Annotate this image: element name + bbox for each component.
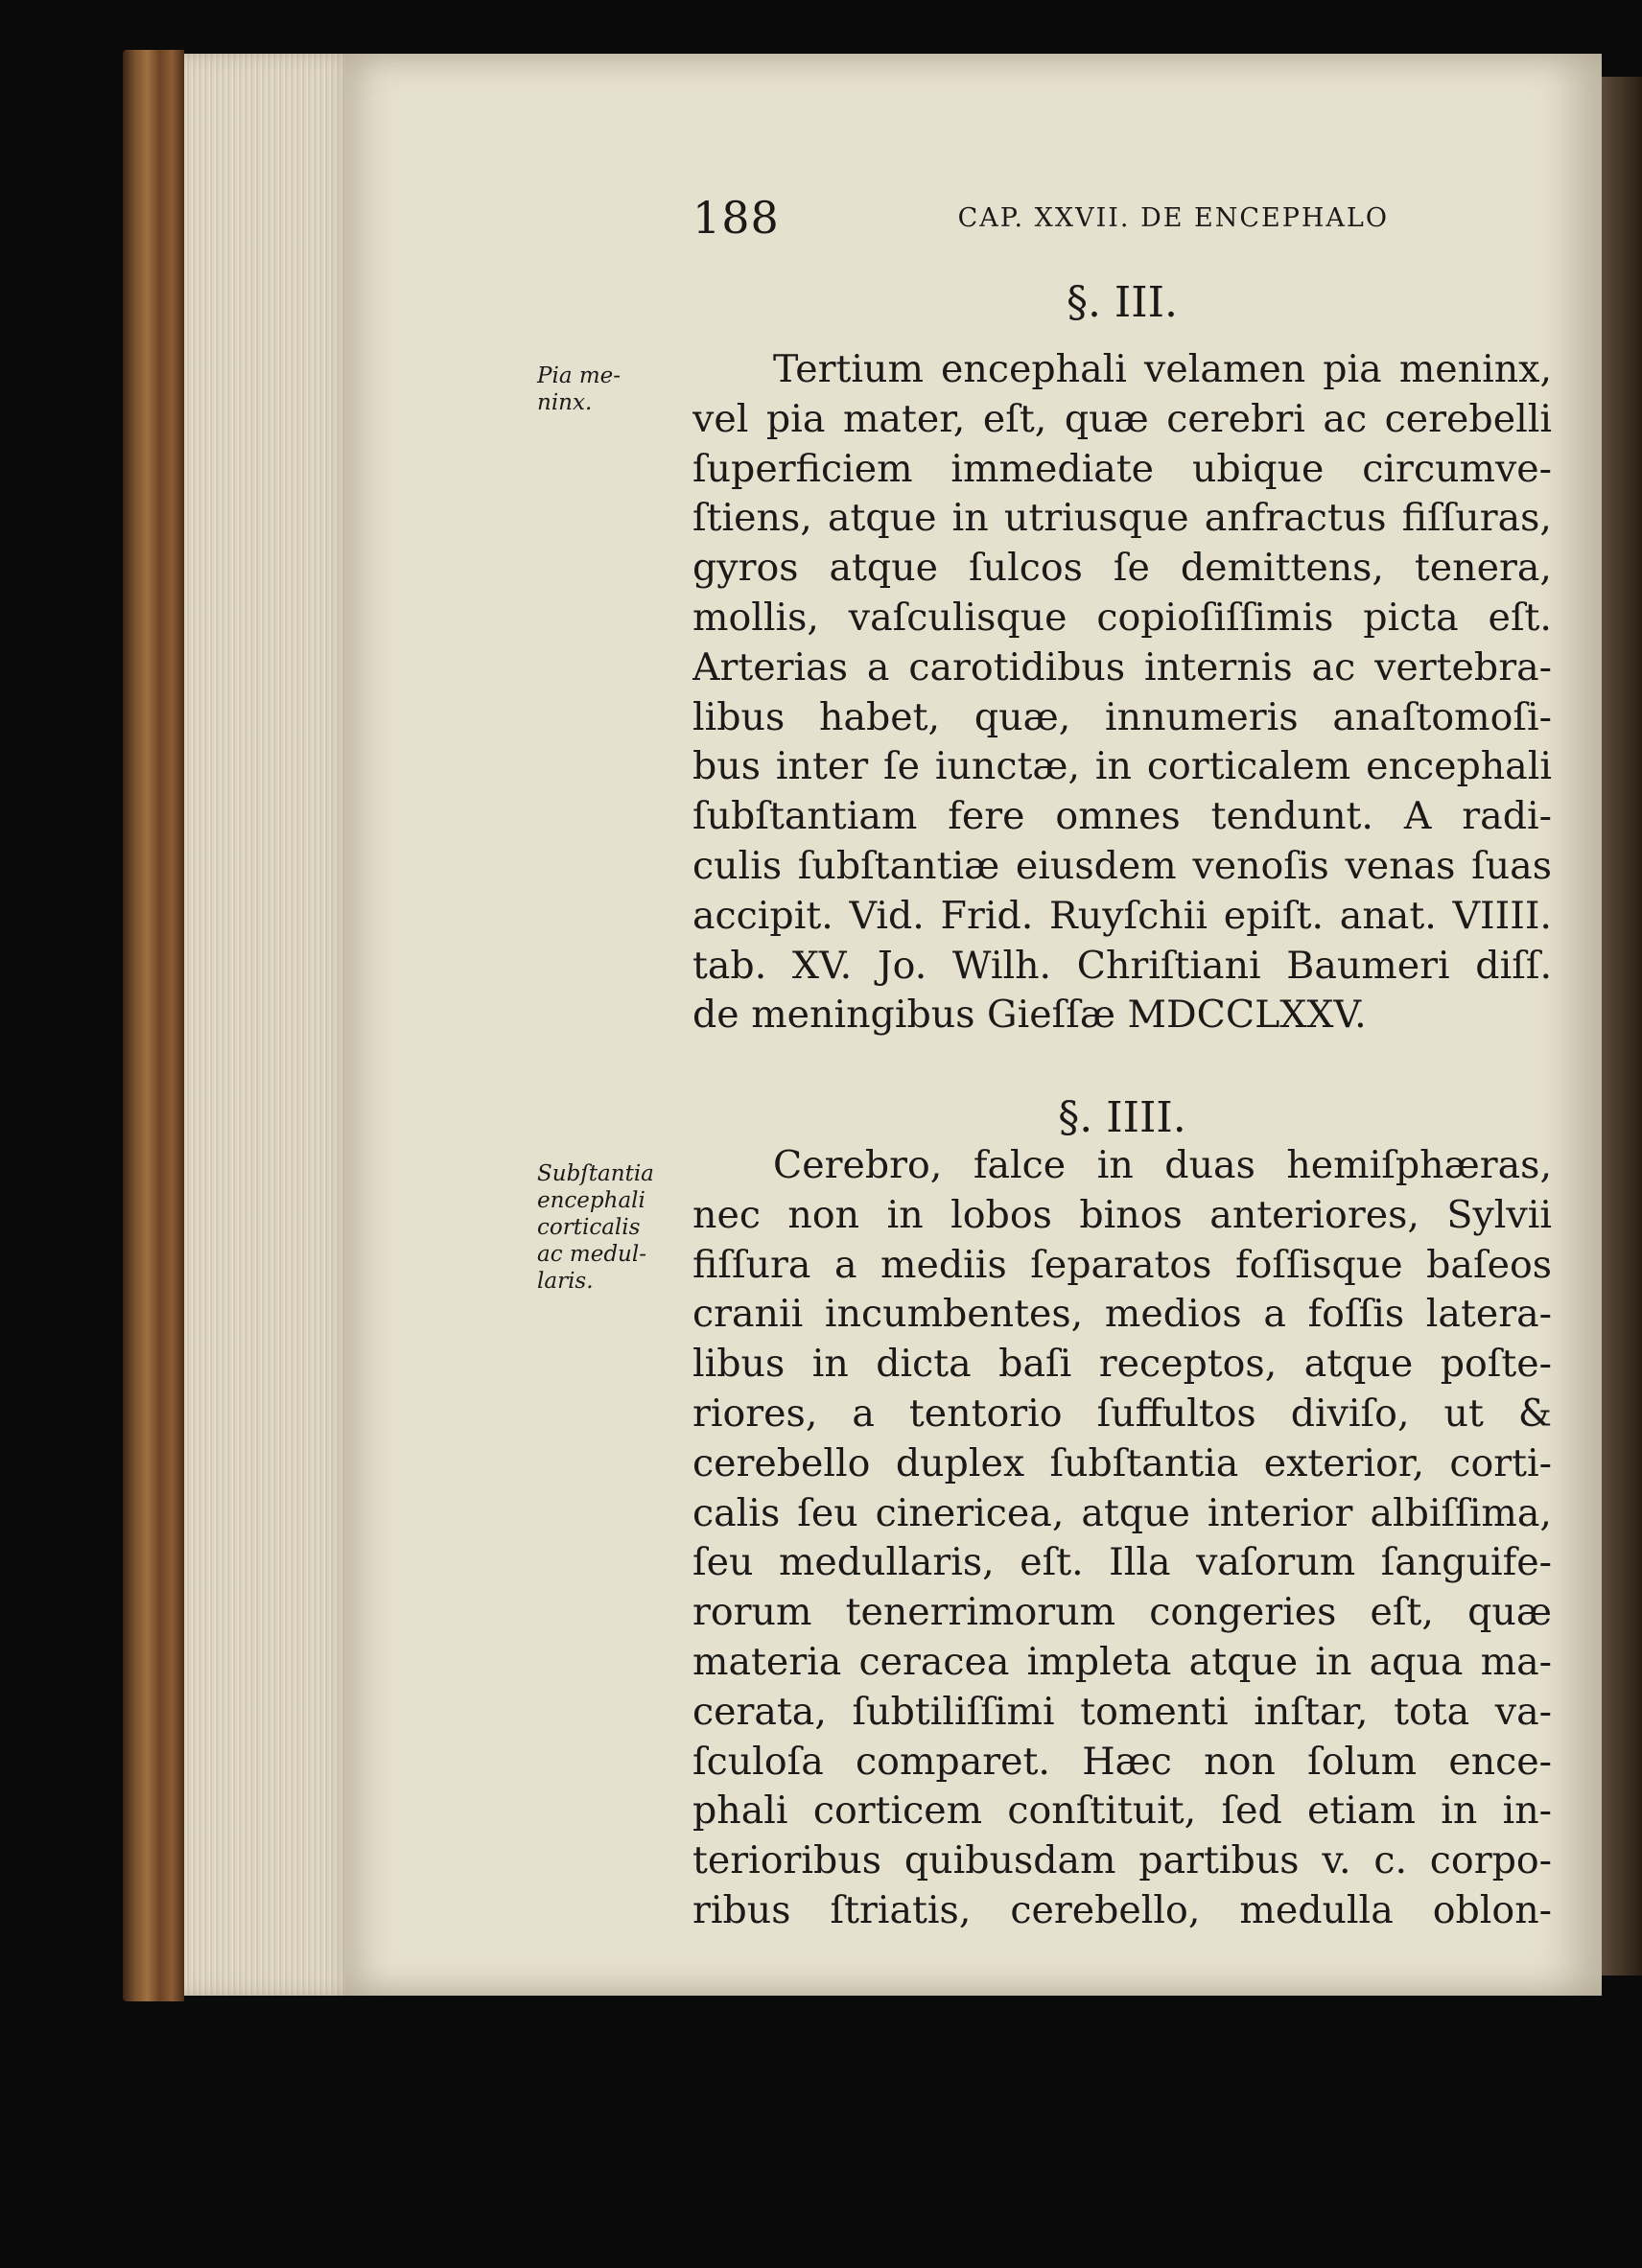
text-line: Tertium encephali velamen pia meninx,	[773, 347, 1552, 391]
text-line: accipit. Vid. Frid. Ruyſchii epiſt. anat. VIIII.	[692, 893, 1552, 938]
page-number: 188	[692, 192, 780, 244]
text-line: nec non in lobos binos anteriores, Sylvii	[692, 1192, 1552, 1237]
text-line: gyros atque ſulcos ſe demittens, tenera,	[692, 546, 1552, 591]
margin-note	[537, 1160, 681, 1295]
text-line: ſculoſa comparet. Hæc non ſolum ence-	[692, 1739, 1552, 1784]
text-line: libus habet, quæ, innumeris anaſtomoſi-	[692, 694, 1552, 739]
text-line: libus in dicta baſi receptos, atque poſte-	[692, 1342, 1552, 1387]
text-line: ſeu medullaris, eſt. Illa vaſorum ſanguife-	[692, 1540, 1552, 1585]
book-cover	[123, 50, 184, 2001]
text-line: ribus ſtriatis, cerebello, medulla oblon-	[692, 1887, 1552, 1932]
text-line: fiſſura a mediis ſeparatos foſſisque baſeos	[692, 1242, 1552, 1287]
text-line: phali corticem conſtituit, ſed etiam in in-	[692, 1789, 1552, 1834]
text-line: ſuperficiem immediate ubique circumve-	[692, 446, 1552, 491]
text-line: cranii incumbentes, medios a foſſis latera-	[692, 1292, 1552, 1337]
paragraph	[692, 345, 1552, 1040]
text-line: materia ceracea impleta atque in aqua ma-	[692, 1639, 1552, 1684]
margin-note-line: Subſtantia	[537, 1161, 654, 1186]
margin-note	[537, 362, 681, 416]
text-line: culis ſubſtantiæ eiusdem venoſis venas ſuas	[692, 843, 1552, 888]
running-title: CAP. XXVII. DE ENCEPHALO	[957, 203, 1389, 233]
margin-note-line: Pia me-	[537, 363, 622, 388]
text-line: vel pia mater, eſt, quæ cerebri ac cerebelli	[692, 396, 1552, 441]
text-line: bus inter ſe iunctæ, in corticalem encephali	[692, 744, 1552, 789]
text-line: Arterias a carotidibus internis ac vertebra-	[692, 644, 1552, 690]
text-line: calis ſeu cinericea, atque interior albiſſima,	[692, 1490, 1552, 1535]
text-line: de meningibus Gieſſæ MDCCLXXV.	[692, 993, 1367, 1038]
margin-note-line: ac medul-	[537, 1242, 646, 1267]
margin-note-line: corticalis	[537, 1215, 641, 1240]
section-heading: §. III.	[1066, 278, 1179, 327]
text-line: rorum tenerrimorum congeries eſt, quæ	[692, 1590, 1552, 1635]
text-line: Cerebro, falce in duas hemiſphæras,	[773, 1143, 1552, 1187]
text-line: cerebello duplex ſubſtantia exterior, corti-	[692, 1440, 1552, 1485]
text-line: ſubſtantiam fere omnes tendunt. A radi-	[692, 794, 1552, 839]
paragraph	[692, 1141, 1552, 1936]
margin-note-line: ninx.	[537, 390, 593, 415]
text-line: tab. XV. Jo. Wilh. Chriſtiani Baumeri diſſ.	[692, 943, 1552, 988]
page-edges	[184, 54, 357, 1996]
page-header	[692, 192, 1389, 249]
section-heading: §. IIII.	[1058, 1093, 1186, 1142]
margin-note-line: encephali	[537, 1188, 645, 1213]
text-line: terioribus quibusdam partibus v. c. corpo-	[692, 1838, 1552, 1883]
text-line: ſtiens, atque in utriusque anfractus fiſſuras,	[692, 496, 1552, 541]
text-line: riores, a tentorio ſuffultos diviſo, ut &	[692, 1391, 1552, 1436]
text-line: mollis, vaſculisque copioſiſſimis picta eſt.	[692, 595, 1552, 640]
facing-page-edge	[1602, 77, 1642, 1976]
text-line: cerata, ſubtiliſſimi tomenti inſtar, tota va-	[692, 1689, 1552, 1734]
margin-note-line: laris.	[537, 1269, 594, 1294]
